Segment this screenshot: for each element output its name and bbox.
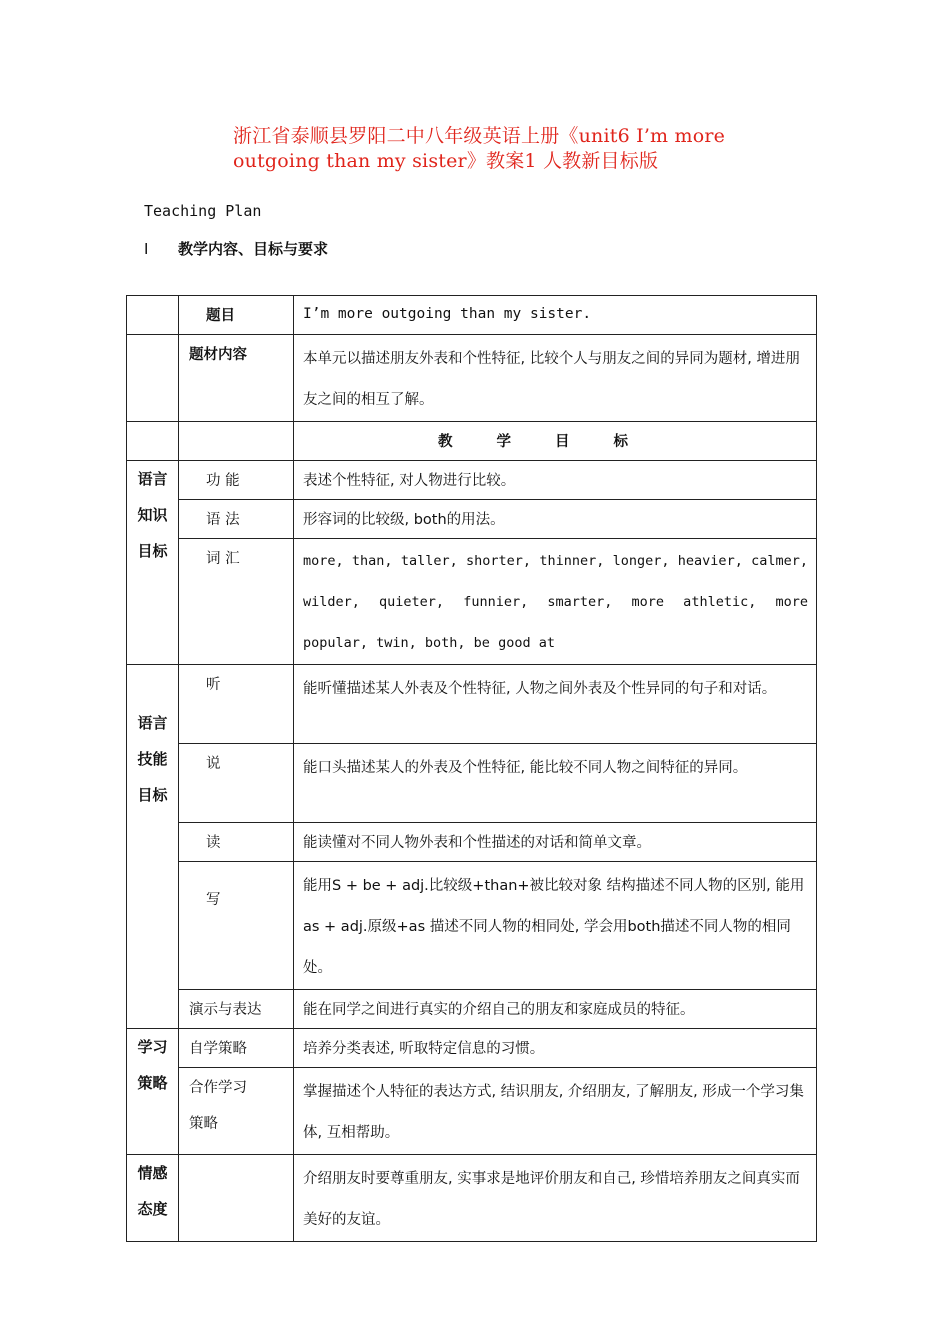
read-value: 能读懂对不同人物外表和个性描述的对话和简单文章。 xyxy=(294,823,817,862)
table-row-attitude xyxy=(127,1155,817,1242)
topic-label: 题目 xyxy=(179,296,294,335)
table-row-present xyxy=(127,990,817,1029)
table-row-goals-header xyxy=(127,422,817,461)
table-row-read xyxy=(127,823,817,862)
write-label: 写 xyxy=(179,862,294,990)
table-row-write xyxy=(127,862,817,990)
grammar-value: 形容词的比较级, both的用法。 xyxy=(294,500,817,539)
section-number: I xyxy=(144,240,149,258)
strategy-category-line: 学习 xyxy=(137,1038,168,1056)
cooperative-value: 掌握描述个人特征的表达方式, 结识朋友, 介绍朋友, 了解朋友, 形成一个学习集体, 互相帮助。 xyxy=(294,1068,817,1155)
content-value: 本单元以描述朋友外表和个性特征, 比较个人与朋友之间的异同为题材, 增进朋友之间的相互了解。 xyxy=(294,335,817,422)
goals-header: 教学目标 xyxy=(294,422,817,461)
cooperative-label: 合作学习策略 xyxy=(179,1068,294,1155)
strategy-category-line: 策略 xyxy=(137,1074,168,1092)
empty-cell xyxy=(127,296,179,335)
table-row-speak xyxy=(127,744,817,823)
read-label: 读 xyxy=(179,823,294,862)
title-line-2: outgoing than my sister》教案1 人教新目标版 xyxy=(233,150,659,172)
self-study-value: 培养分类表述, 听取特定信息的习惯。 xyxy=(294,1029,817,1068)
content-label: 题材内容 xyxy=(179,335,294,422)
present-label: 演示与表达 xyxy=(179,990,294,1029)
present-value: 能在同学之间进行真实的介绍自己的朋友和家庭成员的特征。 xyxy=(294,990,817,1029)
write-value: 能用S + be + adj.比较级+than+被比较对象 结构描述不同人物的区别, 能用as + adj.原级+as 描述不同人物的相同处, 学会用both描述不同人物的相同处。 xyxy=(294,862,817,990)
vocab-value: more, than, taller, shorter, thinner, longer, heavier, calmer, wilder, quieter, funnier, smarter, more athletic, more popular, twin, both, be good at xyxy=(294,539,817,665)
empty-cell xyxy=(127,335,179,422)
knowledge-category-line: 语言 xyxy=(137,470,168,488)
knowledge-category-line: 目标 xyxy=(137,542,168,560)
vocab-label: 词 汇 xyxy=(179,539,294,665)
table-row-function xyxy=(127,461,817,500)
attitude-category-line: 情感 xyxy=(137,1164,168,1182)
section-title: 教学内容、目标与要求 xyxy=(178,240,329,258)
attitude-category-line: 态度 xyxy=(137,1200,168,1218)
skills-category xyxy=(127,665,179,1029)
listen-label: 听 xyxy=(179,665,294,744)
title-line-1: 浙江省泰顺县罗阳二中八年级英语上册《unit6 I’m more xyxy=(233,125,726,147)
strategy-category xyxy=(127,1029,179,1155)
section-heading xyxy=(144,238,328,259)
listen-value: 能听懂描述某人外表及个性特征, 人物之间外表及个性异同的句子和对话。 xyxy=(294,665,817,744)
table-row-cooperative xyxy=(127,1068,817,1155)
skills-category-line: 语言 xyxy=(137,714,168,732)
knowledge-category-line: 知识 xyxy=(137,506,168,524)
table-row-content xyxy=(127,335,817,422)
empty-cell xyxy=(179,422,294,461)
knowledge-category xyxy=(127,461,179,665)
function-label: 功 能 xyxy=(179,461,294,500)
topic-value: I’m more outgoing than my sister. xyxy=(294,296,817,335)
self-study-label: 自学策略 xyxy=(179,1029,294,1068)
speak-value: 能口头描述某人的外表及个性特征, 能比较不同人物之间特征的异同。 xyxy=(294,744,817,823)
attitude-category xyxy=(127,1155,179,1242)
grammar-label: 语 法 xyxy=(179,500,294,539)
skills-category-line: 目标 xyxy=(137,786,168,804)
function-value: 表述个性特征, 对人物进行比较。 xyxy=(294,461,817,500)
table-row-self-study xyxy=(127,1029,817,1068)
teaching-plan-table xyxy=(126,295,817,1242)
attitude-value: 介绍朋友时要尊重朋友, 实事求是地评价朋友和自己, 珍惜培养朋友之间真实而美好的友谊。 xyxy=(294,1155,817,1242)
table-row-topic xyxy=(127,296,817,335)
document-title xyxy=(233,124,833,174)
table-row-vocab xyxy=(127,539,817,665)
table-row-grammar xyxy=(127,500,817,539)
empty-cell xyxy=(179,1155,294,1242)
teaching-plan-label: Teaching Plan xyxy=(144,202,262,220)
table-row-listen xyxy=(127,665,817,744)
speak-label: 说 xyxy=(179,744,294,823)
skills-category-line: 技能 xyxy=(137,750,168,768)
empty-cell xyxy=(127,422,179,461)
